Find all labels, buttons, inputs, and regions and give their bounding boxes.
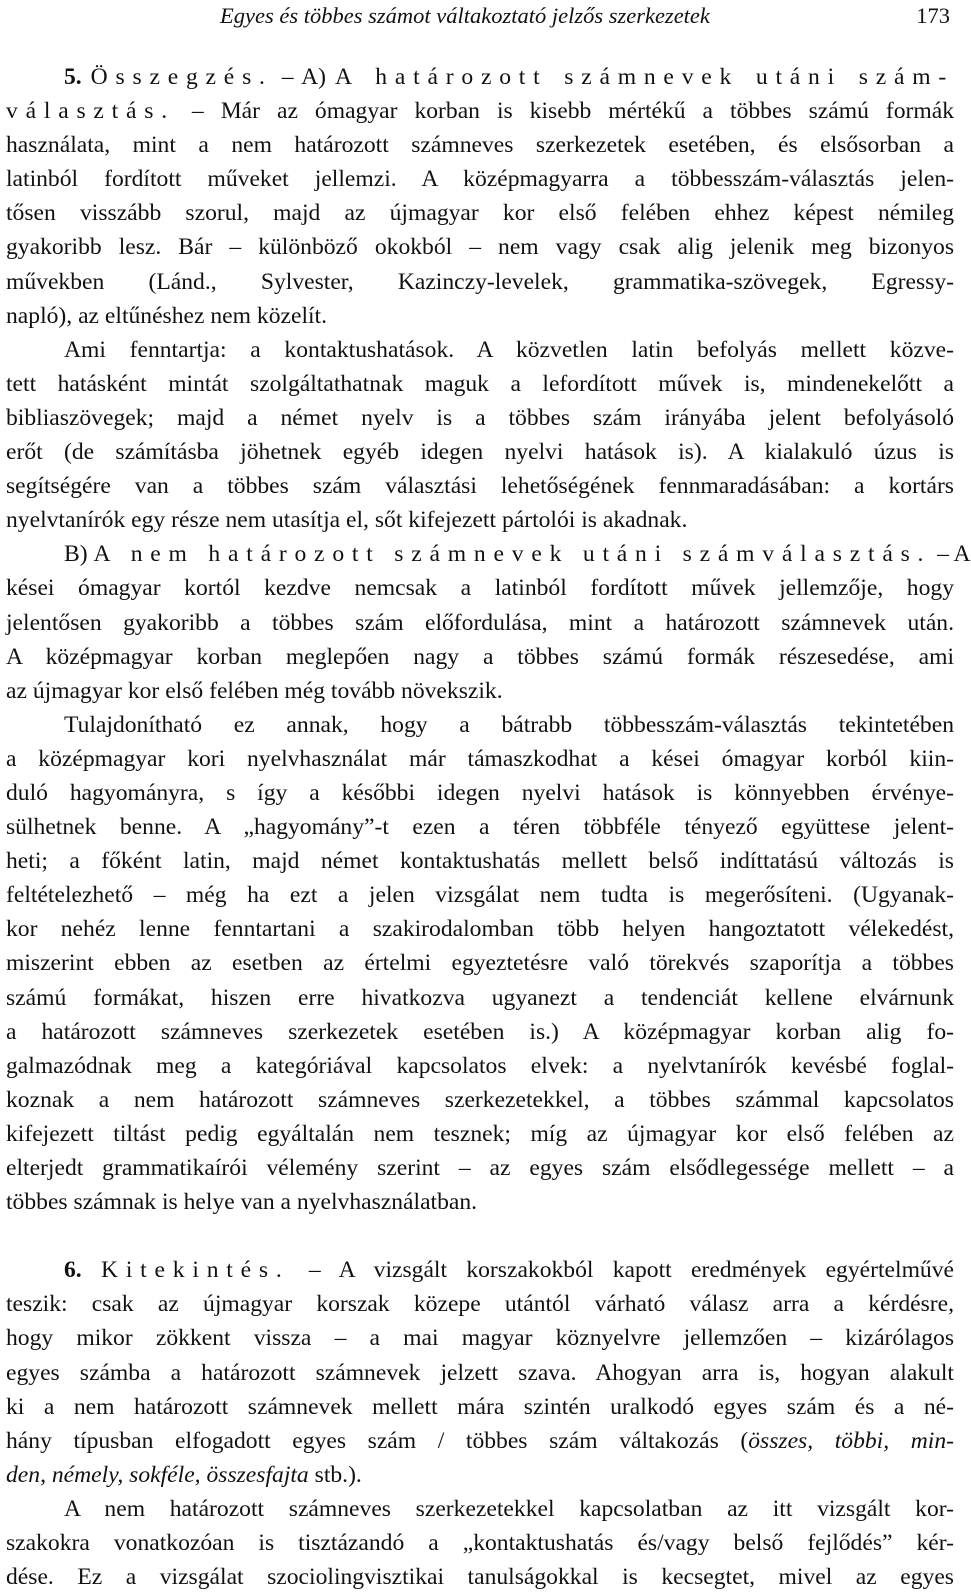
text-line xyxy=(6,503,954,537)
text-run xyxy=(82,64,91,90)
spaced-heading: Kitekintés. xyxy=(101,1257,290,1284)
text-run: A nem határozott számneves szerkezetekkel kapcsolatban az itt vizsgált kor- xyxy=(64,1495,954,1522)
text-run: kései ómagyar kortól kezdve nemcsak a latinból fordított művek jellemzője, hogy xyxy=(6,575,954,602)
text-line xyxy=(6,1321,954,1355)
text-run: tett hatásként mintát szolgáltathatnak maguk a lefordított művek is, mindenekelőtt a xyxy=(6,370,954,397)
text-line xyxy=(6,640,954,674)
spaced-heading: Összegzés. xyxy=(90,64,273,90)
text-line xyxy=(6,230,954,264)
text-run: B) xyxy=(64,541,94,568)
text-line xyxy=(6,742,954,776)
text-line xyxy=(6,469,954,503)
text-run: stb.). xyxy=(308,1461,362,1488)
text-run: duló hagyományra, s így a későbbi idegen nyelvi hatások is könnyebben érvénye- xyxy=(6,779,954,806)
text-line xyxy=(6,1253,954,1287)
text-run: segítségére van a többes szám választási lehetőségének fennmaradásában: a kortárs xyxy=(6,473,954,500)
text-line xyxy=(6,1560,954,1594)
text-run: – A xyxy=(931,541,971,568)
text-run: számú formákat, hiszen erre hivatkozva ugyanezt a tendenciát kellene elvárnunk xyxy=(6,984,954,1011)
text-run: A középmagyar korban meglepően nagy a többes számú formák részesedése, ami xyxy=(6,643,954,670)
text-line xyxy=(6,1287,954,1321)
text-line xyxy=(6,1015,954,1049)
page-number: 173 xyxy=(916,3,950,28)
blank-line xyxy=(6,1219,954,1253)
text-run: teszik: csak az újmagyar korszak közepe utántól várható válasz arra a kérdésre, xyxy=(6,1291,954,1318)
text-run: Ami fenntartja: a kontaktushatások. A közvetlen latin befolyás mellett közve- xyxy=(64,336,954,363)
body-text xyxy=(6,60,971,1594)
text-line xyxy=(6,537,971,571)
section-number: 6. xyxy=(64,1257,82,1284)
text-run: hány típusban elfogadott egyes szám / többes szám váltakozás ( xyxy=(6,1427,749,1454)
text-run: elterjedt grammatikaírói vélemény szerint – az egyes szám elsődlegessége mellett – a xyxy=(6,1155,954,1181)
text-line xyxy=(6,60,954,94)
text-run: Tulajdonítható ez annak, hogy a bátrabb többesszám-választás tekintetében xyxy=(64,711,954,738)
spaced-heading: A határozott számnevek utáni szám- xyxy=(335,64,955,90)
text-line xyxy=(6,1424,954,1458)
text-run: koznak a nem határozott számneves szerkezetekkel, a többes számmal kapcsolatos xyxy=(6,1086,954,1113)
text-line xyxy=(6,1492,954,1526)
text-run: – Már az ómagyar korban is kisebb mértékű a többes számú formák xyxy=(174,98,954,125)
text-line xyxy=(6,878,954,912)
text-run: dése. Ez a vizsgálat szociolingvisztikai tanulságokkal is kecsegtet, mivel az egyes xyxy=(6,1564,954,1591)
spaced-heading: A nem határozott számnevek utáni számválasztás. xyxy=(93,541,932,568)
text-line xyxy=(6,162,954,196)
text-run: művekben (Lánd., Sylvester, Kazinczy-levelek, grammatika-szövegek, Egressy- xyxy=(6,268,954,295)
italic-text: összes, többi, min- xyxy=(748,1427,954,1454)
text-line xyxy=(6,1083,954,1117)
text-run: napló), az eltűnéshez nem közelít. xyxy=(6,302,328,329)
text-run: az újmagyar kor első felében még tovább növekszik. xyxy=(6,677,503,704)
text-line xyxy=(6,674,954,708)
text-run: kifejezett tiltást pedig egyáltalán nem tesznek; míg az újmagyar kor első felében az xyxy=(6,1120,954,1147)
text-line xyxy=(6,1049,954,1083)
text-line xyxy=(6,401,954,435)
text-run: feltételezhető – még ha ezt a jelen vizsgálat nem tudta is megerősíteni. (Ugyanak- xyxy=(6,882,954,909)
running-title: Egyes és többes számot váltakoztató jelzős szerkezetek xyxy=(220,3,710,28)
italic-text: den, némely, sokféle, összesfajta xyxy=(6,1461,309,1488)
text-line xyxy=(6,912,954,946)
text-line xyxy=(6,776,954,810)
text-line xyxy=(6,981,954,1015)
text-line xyxy=(6,1117,954,1151)
section-number: 5. xyxy=(64,64,82,90)
text-run: a határozott számneves szerkezetek esetében is.) A középmagyar korban alig fo- xyxy=(6,1018,954,1045)
text-line xyxy=(6,844,954,878)
text-line xyxy=(6,1458,954,1492)
text-run: nyelvtanírók egy része nem utasítja el, sőt kifejezett pártolói is akadnak. xyxy=(6,507,688,534)
text-line xyxy=(6,810,954,844)
text-run: egyes számba a határozott számnevek jelzett szava. Ahogyan arra is, hogyan alakult xyxy=(6,1359,954,1386)
spaced-heading: választás. xyxy=(6,98,175,125)
text-line xyxy=(6,128,954,162)
text-run: latinból fordított műveket jellemzi. A középmagyarra a többesszám-választás jelen- xyxy=(6,166,954,193)
text-line xyxy=(6,265,954,299)
text-run xyxy=(82,1257,101,1283)
text-line xyxy=(6,1526,954,1560)
text-line xyxy=(6,1185,954,1219)
text-run: bibliaszövegek; majd a német nyelv is a többes szám irányába jelent befolyásoló xyxy=(6,404,954,431)
text-run: gyakoribb lesz. Bár – különböző okokból – nem vagy csak alig jelenik meg bizonyos xyxy=(6,234,954,261)
text-line xyxy=(6,708,954,742)
text-run: használata, mint a nem határozott számneves szerkezetek esetében, és elsősorban a xyxy=(6,132,954,159)
text-line xyxy=(6,196,954,230)
text-run: tősen visszább szorul, majd az újmagyar kor első felében ehhez képest némileg xyxy=(6,200,954,227)
text-run: galmazódnak meg a kategóriával kapcsolatos elvek: a nyelvtanírók kevésbé foglal- xyxy=(6,1052,954,1079)
text-run: többes számnak is helye van a nyelvhasználatban. xyxy=(6,1189,478,1216)
text-line xyxy=(6,1390,954,1424)
text-run: erőt (de számításba jöhetnek egyéb idegen nyelvi hatások is). A kialakuló úzus is xyxy=(6,439,954,466)
text-run: – A) xyxy=(272,64,335,90)
text-run: jelentősen gyakoribb a többes szám előfordulása, mint a határozott számnevek után. xyxy=(6,609,954,636)
text-run: ki a nem határozott számnevek mellett mára szintén uralkodó egyes szám és a né- xyxy=(6,1393,954,1420)
text-line xyxy=(6,946,954,980)
text-line xyxy=(6,299,954,333)
text-line xyxy=(6,1151,954,1185)
text-run: heti; a főként latin, majd német kontaktushatás mellett belső indíttatású változás is xyxy=(6,848,954,875)
text-line xyxy=(6,606,954,640)
text-run: – A vizsgált korszakokból kapott eredmények egyértelművé xyxy=(289,1257,954,1284)
text-line xyxy=(6,435,954,469)
text-line xyxy=(6,571,954,605)
text-run: szakokra vonatkozóan is tisztázandó a „kontaktushatás és/vagy belső fejlődés” kér- xyxy=(6,1530,954,1557)
text-line xyxy=(6,367,954,401)
text-run: sülhetnek benne. A „hagyomány”-t ezen a téren többféle tényező együttese jelent- xyxy=(6,814,954,841)
text-line xyxy=(6,94,954,128)
text-line xyxy=(6,333,954,367)
text-run: hogy mikor zökkent vissza – a mai magyar köznyelvre jellemzően – kizárólagos xyxy=(6,1325,954,1352)
text-run: miszerint ebben az esetben az értelmi egyeztetésre való törekvés szaporítja a többes xyxy=(6,950,954,977)
text-run: a középmagyar kori nyelvhasználat már támaszkodhat a kései ómagyar korból kiin- xyxy=(6,745,954,772)
text-run: kor nehéz lenne fenntartani a szakirodalomban több helyen hangoztatott vélekedést, xyxy=(6,916,954,943)
text-line xyxy=(6,1356,954,1390)
